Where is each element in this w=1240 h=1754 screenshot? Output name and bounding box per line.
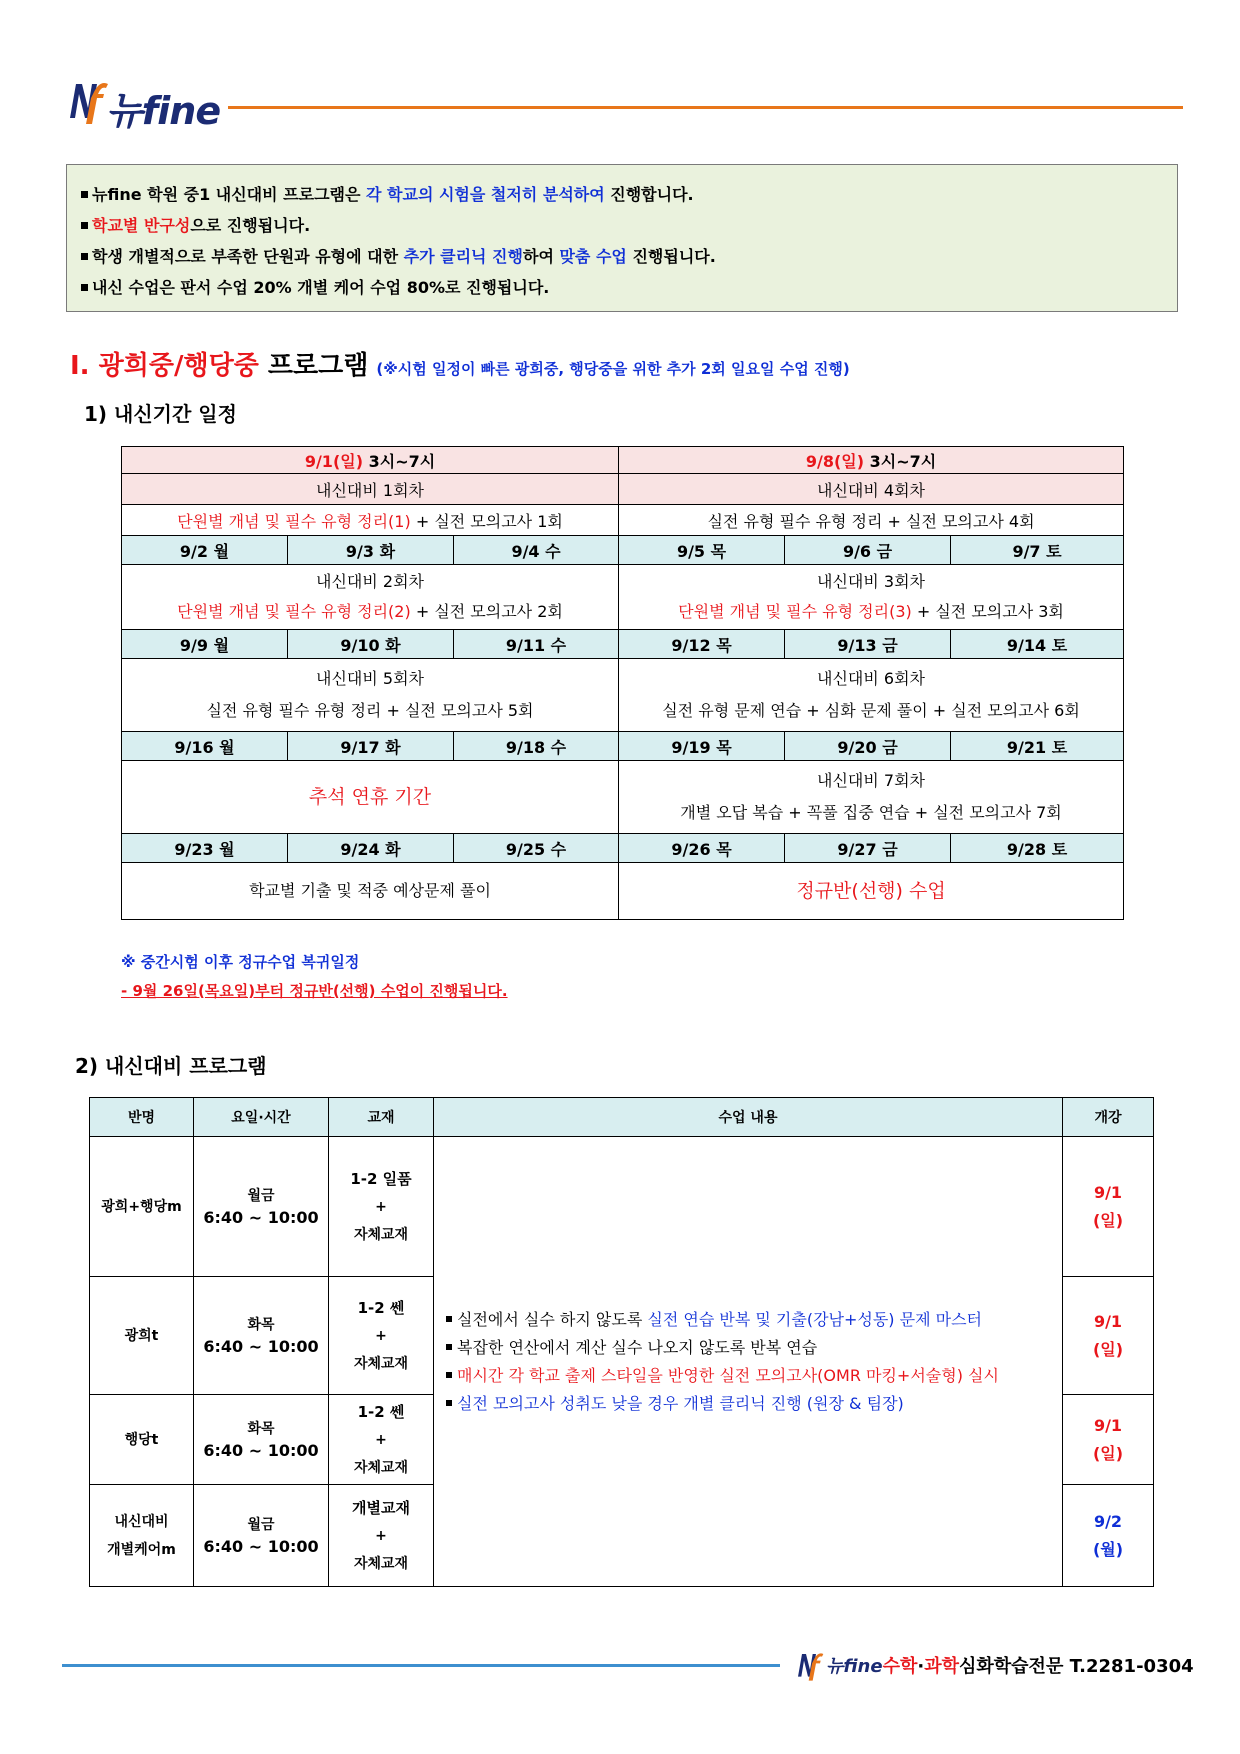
section-numeral: Ⅰ.	[70, 351, 90, 381]
class-content	[434, 1137, 1063, 1587]
footer-dot: ·	[917, 1656, 925, 1677]
notice-text: 진행됩니다.	[626, 247, 716, 266]
book-main: 1-2 쎈	[357, 1402, 405, 1421]
content-line	[122, 597, 618, 627]
content-line-3	[446, 1362, 1062, 1390]
day-cell: 9/6 금	[785, 536, 951, 565]
table-row	[90, 1137, 1154, 1277]
table-row	[122, 834, 1124, 863]
day-cell: 9/17 화	[288, 732, 454, 761]
sunday2-content: 실전 유형 필수 유형 정리 + 실전 모의고사 4회	[619, 505, 1124, 536]
content-text: + 실전 모의고사 3회	[911, 602, 1064, 621]
footer-brand: 뉴fine	[826, 1656, 883, 1677]
open-date: 9/1	[1093, 1415, 1123, 1435]
day-cell: 9/12 목	[619, 630, 785, 659]
content-highlight: 매시간 각 학교 출제 스타일을 반영한 실전 모의고사(OMR 마킹+서술형) 실시	[457, 1365, 999, 1385]
week1-right-block	[619, 565, 1124, 630]
content-line-1	[446, 1306, 1062, 1334]
class-book	[329, 1137, 434, 1277]
book-plus: +	[375, 1527, 387, 1544]
notice-text: 내신 수업은 판서 수업 20% 개별 케어 수업 80%로 진행됩니다.	[92, 278, 550, 297]
open-day: (일)	[1092, 1339, 1124, 1359]
notice-line-1	[81, 179, 1177, 210]
section-title	[70, 345, 850, 382]
class-book	[329, 1395, 434, 1485]
day-cell: 9/9 월	[122, 630, 288, 659]
open-day: (월)	[1092, 1539, 1124, 1559]
class-day: 월금	[247, 1187, 275, 1204]
bullet-square-icon	[81, 253, 88, 260]
book-sub: 자체교재	[353, 1555, 409, 1572]
week4-right-block: 정규반(선행) 수업	[619, 863, 1124, 920]
book-main: 1-2 일품	[350, 1169, 412, 1188]
table-row	[122, 761, 1124, 834]
table-row	[122, 863, 1124, 920]
class-time	[194, 1485, 329, 1587]
bullet-square-icon	[446, 1344, 452, 1350]
notice-line-3	[81, 241, 1177, 272]
footer-desc: 심화학습전문	[959, 1656, 1064, 1677]
content-text: 실전 유형 문제 연습 + 심화 문제 풀이 + 실전 모의고사 6회	[662, 701, 1080, 720]
notice-text: 학생 개별적으로 부족한 단원과 유형에 대한	[92, 247, 404, 266]
day-cell: 9/5 목	[619, 536, 785, 565]
day-cell: 9/4 수	[454, 536, 619, 565]
day-cell: 9/11 수	[454, 630, 619, 659]
notice-highlight: 추가 클리닉 진행	[403, 247, 523, 266]
content-text: 복잡한 연산에서 계산 실수 나오지 않도록 반복 연습	[457, 1337, 818, 1357]
book-main: 개별교재	[352, 1498, 410, 1517]
table-row	[122, 474, 1124, 505]
class-name-line: 내신대비	[114, 1513, 169, 1530]
class-open	[1063, 1395, 1154, 1485]
class-book	[329, 1485, 434, 1587]
day-cell: 9/14 토	[951, 630, 1124, 659]
book-plus: +	[375, 1431, 387, 1448]
class-name: 광희+행당m	[90, 1137, 194, 1277]
column-header: 반명	[90, 1098, 194, 1137]
content-text: + 실전 모의고사 1회	[410, 511, 563, 531]
column-header: 개강	[1063, 1098, 1154, 1137]
content-highlight: 실전 모의고사 성취도 낮을 경우 개별 클리닉 진행 (원장 & 팀장)	[457, 1393, 904, 1413]
week3-right-block	[619, 761, 1124, 834]
open-date: 9/1	[1093, 1311, 1123, 1331]
logo-mark-icon	[795, 1650, 825, 1682]
week4-left-block: 학교별 기출 및 적중 예상문제 풀이	[122, 863, 619, 920]
bullet-square-icon	[81, 284, 88, 291]
notice-highlight: 학교별 반구성	[92, 216, 191, 235]
notice-text: 으로 진행됩니다.	[190, 216, 311, 235]
date-text: 9/1(일)	[304, 451, 364, 471]
class-hours: 6:40 ~ 10:00	[203, 1336, 319, 1356]
class-hours: 6:40 ~ 10:00	[203, 1536, 319, 1556]
book-plus: +	[375, 1198, 387, 1215]
logo-text: 뉴fine	[106, 89, 221, 133]
table-row	[122, 659, 1124, 732]
date-text: 9/8(일)	[805, 451, 865, 471]
class-name: 행당t	[90, 1395, 194, 1485]
class-name-line: 개별케어m	[107, 1541, 176, 1558]
footer-subject: 과학	[924, 1656, 959, 1677]
day-cell: 9/28 토	[951, 834, 1124, 863]
content-line	[619, 597, 1123, 627]
class-day: 월금	[247, 1516, 275, 1533]
table-row	[122, 536, 1124, 565]
bullet-square-icon	[446, 1316, 452, 1322]
class-open	[1063, 1277, 1154, 1395]
bullet-square-icon	[81, 222, 88, 229]
round-text: 내신대비 6회차	[817, 669, 926, 688]
logo-mark-icon	[66, 78, 110, 126]
sunday1-round: 내신대비 1회차	[122, 474, 619, 505]
day-cell: 9/19 목	[619, 732, 785, 761]
content-highlight: 실전 연습 반복 및 기출(강남+성동) 문제 마스터	[647, 1309, 982, 1329]
table-row	[122, 565, 1124, 630]
table-row	[122, 732, 1124, 761]
day-cell: 9/26 목	[619, 834, 785, 863]
section-note: (※시험 일정이 빠른 광희중, 행당중을 위한 추가 2회 일요일 수업 진행)	[376, 360, 850, 378]
week1-left-block	[122, 565, 619, 630]
class-name: 광희t	[90, 1277, 194, 1395]
notice-line-2	[81, 210, 1177, 241]
content-line-4	[446, 1390, 1062, 1418]
day-cell: 9/25 수	[454, 834, 619, 863]
open-day: (일)	[1092, 1210, 1124, 1230]
table-row	[122, 630, 1124, 659]
class-name	[90, 1485, 194, 1587]
content-text: 실전 유형 필수 유형 정리 + 실전 모의고사 5회	[206, 701, 534, 720]
section-title-black: 프로그램	[258, 351, 369, 381]
holiday-block: 추석 연휴 기간	[122, 761, 619, 834]
column-header: 수업 내용	[434, 1098, 1063, 1137]
day-cell: 9/20 금	[785, 732, 951, 761]
day-cell: 9/13 금	[785, 630, 951, 659]
footer-phone: T.2281-0304	[1063, 1656, 1194, 1677]
content-red: 단원별 개념 및 필수 유형 정리(2)	[177, 602, 411, 621]
bullet-square-icon	[446, 1400, 452, 1406]
table-row	[122, 505, 1124, 536]
book-plus: +	[375, 1327, 387, 1344]
notice-highlight: 각 학교의 시험을 철저히 분석하여	[366, 185, 605, 204]
day-cell: 9/24 화	[288, 834, 454, 863]
class-time	[194, 1277, 329, 1395]
notice-text: 하여	[522, 247, 560, 266]
sunday2-round: 내신대비 4회차	[619, 474, 1124, 505]
class-time	[194, 1395, 329, 1485]
sunday1-header	[122, 447, 619, 474]
day-cell: 9/7 토	[951, 536, 1124, 565]
day-cell: 9/10 화	[288, 630, 454, 659]
after-note-title: ※ 중간시험 이후 정규수업 복귀일정	[121, 953, 360, 971]
program-table	[89, 1097, 1154, 1587]
class-hours: 6:40 ~ 10:00	[203, 1440, 319, 1460]
notice-text: 뉴fine 학원 중1 내신대비 프로그램은	[92, 185, 367, 204]
notice-highlight: 맞춤 수업	[559, 247, 627, 266]
notice-text: 진행합니다.	[604, 185, 694, 204]
class-open	[1063, 1485, 1154, 1587]
time-text: 3시~7시	[864, 451, 937, 471]
column-header: 교재	[329, 1098, 434, 1137]
open-date: 9/2	[1093, 1511, 1123, 1531]
content-line-2	[446, 1334, 1062, 1362]
content-red: 단원별 개념 및 필수 유형 정리(3)	[678, 602, 912, 621]
content-text: + 실전 모의고사 2회	[410, 602, 563, 621]
week2-left-block	[122, 659, 619, 732]
day-cell: 9/3 화	[288, 536, 454, 565]
day-cell: 9/16 월	[122, 732, 288, 761]
footer-text	[826, 1652, 1194, 1678]
open-day: (일)	[1092, 1443, 1124, 1463]
subtitle-schedule: 1) 내신기간 일정	[84, 402, 237, 426]
book-sub: 자체교재	[353, 1226, 409, 1243]
round-text: 내신대비 7회차	[817, 771, 926, 790]
class-book	[329, 1277, 434, 1395]
after-note-detail: - 9월 26일(목요일)부터 정규반(선행) 수업이 진행됩니다.	[121, 982, 508, 1000]
day-cell: 9/2 월	[122, 536, 288, 565]
day-cell: 9/18 수	[454, 732, 619, 761]
table-row	[122, 447, 1124, 474]
class-open	[1063, 1137, 1154, 1277]
logo	[66, 78, 226, 133]
book-sub: 자체교재	[353, 1459, 409, 1476]
notice-line-4	[81, 272, 1177, 303]
class-day: 화목	[247, 1316, 275, 1333]
day-cell: 9/23 월	[122, 834, 288, 863]
subtitle-program: 2) 내신대비 프로그램	[75, 1054, 267, 1078]
round-text: 내신대비 3회차	[817, 572, 926, 591]
bullet-square-icon	[81, 191, 88, 198]
sunday2-header	[619, 447, 1124, 474]
day-cell: 9/27 금	[785, 834, 951, 863]
book-sub: 자체교재	[353, 1355, 409, 1372]
footer-divider	[62, 1664, 780, 1667]
column-header: 요일·시간	[194, 1098, 329, 1137]
header-divider	[228, 106, 1183, 109]
round-text: 내신대비 5회차	[316, 669, 425, 688]
content-text: 개별 오답 복습 + 꼭풀 집중 연습 + 실전 모의고사 7회	[680, 803, 1062, 822]
round-text: 내신대비 2회차	[316, 572, 425, 591]
content-red: 단원별 개념 및 필수 유형 정리(1)	[177, 511, 411, 531]
content-text: 실전에서 실수 하지 않도록	[457, 1309, 648, 1329]
section-title-red: 광희중/행당중	[89, 351, 259, 381]
class-hours: 6:40 ~ 10:00	[203, 1207, 319, 1227]
class-time	[194, 1137, 329, 1277]
time-text: 3시~7시	[363, 451, 436, 471]
week2-right-block	[619, 659, 1124, 732]
day-cell: 9/21 토	[951, 732, 1124, 761]
footer-subject: 수학	[882, 1656, 918, 1677]
schedule-table	[121, 446, 1124, 920]
sunday1-content	[122, 505, 619, 536]
class-day: 화목	[247, 1420, 275, 1437]
notice-box	[66, 164, 1178, 312]
table-header-row	[90, 1098, 1154, 1137]
bullet-square-icon	[446, 1372, 452, 1378]
book-main: 1-2 쎈	[357, 1298, 405, 1317]
open-date: 9/1	[1093, 1182, 1123, 1202]
